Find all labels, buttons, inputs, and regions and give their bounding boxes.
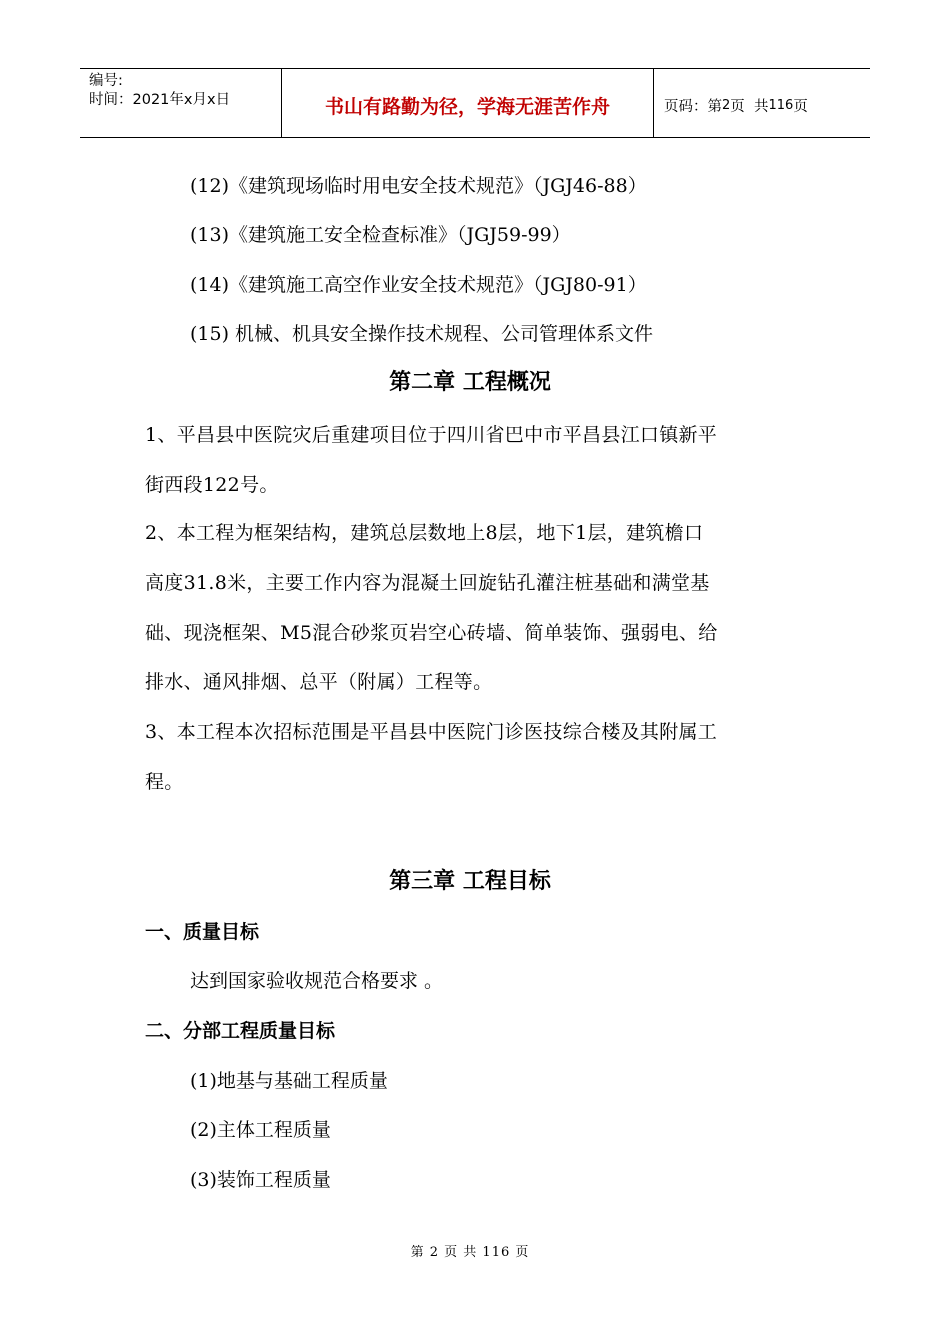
header-page-suffix: 页 (793, 98, 808, 115)
section-quality-goal-text: 达到国家验收规范合格要求 。 (190, 970, 444, 992)
subproject-goal-item: (3)装饰工程质量 (190, 1169, 331, 1191)
header-page-number (654, 69, 870, 137)
header-meta (80, 69, 282, 137)
subproject-goal-item: (2)主体工程质量 (190, 1119, 331, 1141)
paragraph-line: 3、本工程本次招标范围是平昌县中医院门诊医技综合楼及其附属工 (145, 721, 718, 743)
subproject-goal-item: (1)地基与基础工程质量 (190, 1070, 388, 1092)
chapter-2-title: 第二章 工程概况 (389, 370, 551, 395)
reference-item: (14)《建筑施工高空作业安全技术规范》（JGJ80-91） (190, 274, 647, 296)
page-header (80, 68, 870, 138)
reference-item: (12)《建筑现场临时用电安全技术规范》（JGJ46-88） (190, 175, 647, 197)
paragraph-line: 础、现浇框架、M5混合砂浆页岩空心砖墙、简单装饰、强弱电、给 (145, 622, 718, 644)
paragraph-line: 街西段122号。 (145, 474, 279, 496)
header-page-mid: 页 共 (730, 98, 769, 115)
header-page-total: 116 (768, 97, 794, 113)
section-quality-goal-title: 一、质量目标 (145, 921, 260, 943)
paragraph-line: 程。 (145, 771, 184, 793)
page-footer: 第 2 页 共 116 页 (410, 1245, 530, 1260)
header-page-prefix: 页码：第 (664, 98, 722, 115)
paragraph-line: 高度31.8米，主要工作内容为混凝土回旋钻孔灌注桩基础和满堂基 (145, 572, 710, 594)
header-page-current: 2 (722, 97, 731, 113)
header-time-label: 时间：2021年x月x日 (89, 92, 231, 108)
reference-item: (13)《建筑施工安全检查标准》（JGJ59-99） (190, 224, 571, 246)
section-subproject-goal-title: 二、分部工程质量目标 (145, 1020, 336, 1042)
header-number-label: 编号: (89, 73, 123, 89)
paragraph-line: 1、平昌县中医院灾后重建项目位于四川省巴中市平昌县江口镇新平 (145, 424, 718, 446)
header-motto: 书山有路勤为径，学海无涯苦作舟 (282, 69, 654, 137)
paragraph-line: 排水、通风排烟、总平（附属）工程等。 (145, 671, 493, 693)
reference-item: (15) 机械、机具安全操作技术规程、公司管理体系文件 (190, 323, 654, 345)
chapter-3-title: 第三章 工程目标 (389, 869, 551, 894)
paragraph-line: 2、本工程为框架结构，建筑总层数地上8层，地下1层，建筑檐口 (145, 522, 704, 544)
